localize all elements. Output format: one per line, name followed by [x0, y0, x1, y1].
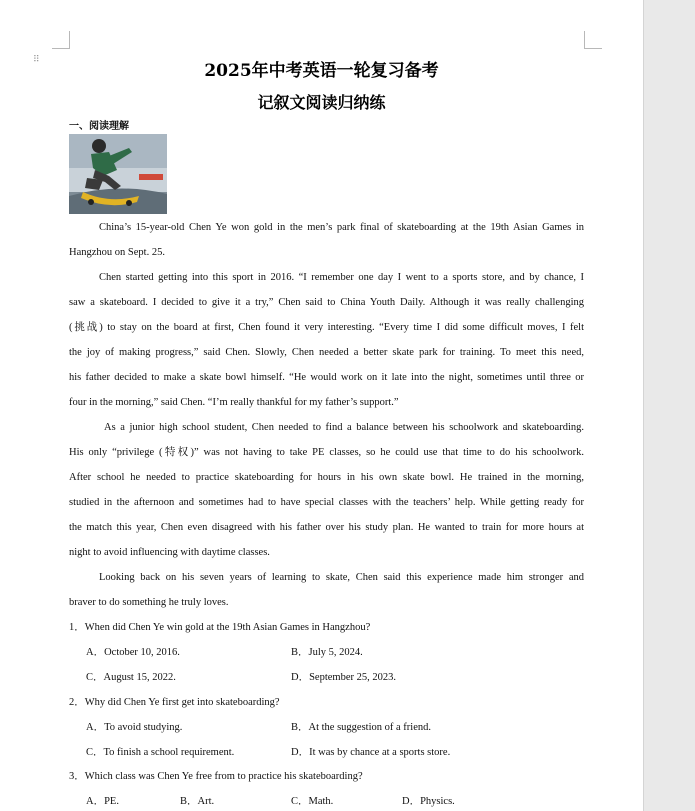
passage-line: studied in the afternoon and sometimes had to have special classes with the teachers’ help. While getting ready for [69, 497, 584, 508]
passage-line: Looking back on his seven years of learning to skate, Chen said this experience made him stronger and [99, 572, 584, 583]
passage-line: Chen started getting into this sport in 2016. “I remember one day I went to a sports store, and by chance, I [99, 272, 584, 283]
question-1-option-a[interactable]: A．October 10, 2016. [86, 647, 180, 658]
question-2-option-b[interactable]: B．At the suggestion of a friend. [291, 722, 431, 733]
question-2-option-a[interactable]: A．To avoid studying. [86, 722, 183, 733]
question-3-option-a[interactable]: A．PE. [86, 796, 119, 807]
passage-line: saw a skateboard. I decided to give it a try,” Chen said to China Youth Daily. Although it was really challenging [69, 297, 584, 308]
margin-corner-top-left [52, 31, 70, 49]
question-2-stem: 2．Why did Chen Ye first get into skateboarding? [69, 697, 280, 708]
passage-line: As a junior high school student, Chen needed to find a balance between his schoolwork and skateboarding. [104, 422, 584, 433]
question-2-option-c[interactable]: C．To finish a school requirement. [86, 747, 235, 758]
margin-corner-top-right [584, 31, 602, 49]
question-3-option-c[interactable]: C．Math. [291, 796, 334, 807]
passage-line: Hangzhou on Sept. 25. [69, 247, 165, 258]
passage-line: After school he needed to practice skateboarding for hours in his own skate bowl. He trained in the morning, [69, 472, 584, 483]
drag-handle-icon[interactable]: ⠿ [33, 55, 41, 65]
document-subtitle: 记叙文阅读归纳练 [257, 93, 386, 112]
skateboarder-photo[interactable] [69, 134, 167, 214]
question-1-option-b[interactable]: B．July 5, 2024. [291, 647, 363, 658]
question-3-stem: 3．Which class was Chen Ye free from to practice his skateboarding? [69, 771, 363, 782]
question-3-option-d[interactable]: D．Physics. [402, 796, 455, 807]
question-2-option-d[interactable]: D．It was by chance at a sports store. [291, 747, 451, 758]
question-3-option-b[interactable]: B．Art. [180, 796, 215, 807]
passage-line: his father decided to make a skate bowl himself. “He would work on it late into the night, sometimes until three or [69, 372, 584, 383]
passage-line: the joy of making progress,” said Chen. Slowly, Chen needed a better skate park for training. To meet this need, [69, 347, 584, 358]
passage-line: the match this year, Chen even disagreed with his father over his study plan. He wanted to train for more hours at [69, 522, 584, 533]
section-heading: 一、阅读理解 [69, 121, 129, 132]
passage-line: His only “privilege (特权)” was not having to take PE classes, so he could use that time to do his schoolwork. [69, 447, 584, 458]
question-1-option-d[interactable]: D．September 25, 2023. [291, 672, 396, 683]
passage-line: night to avoid influencing with daytime classes. [69, 547, 270, 558]
question-1-stem: 1．When did Chen Ye win gold at the 19th Asian Games in Hangzhou? [69, 622, 371, 633]
passage-line: (挑战) to stay on the board at first, Chen found it very interesting. “Every time I did some difficult moves, I felt [69, 322, 584, 333]
passage-line: four in the morning,” said Chen. “I’m really thankful for my father’s support.” [69, 397, 399, 408]
document-title: 2025年中考英语一轮复习备考 [204, 61, 439, 81]
passage-line: China’s 15-year-old Chen Ye won gold in the men’s park final of skateboarding at the 19th Asian Games in [99, 222, 584, 233]
question-1-option-c[interactable]: C．August 15, 2022. [86, 672, 176, 683]
passage-line: braver to do something he truly loves. [69, 597, 229, 608]
